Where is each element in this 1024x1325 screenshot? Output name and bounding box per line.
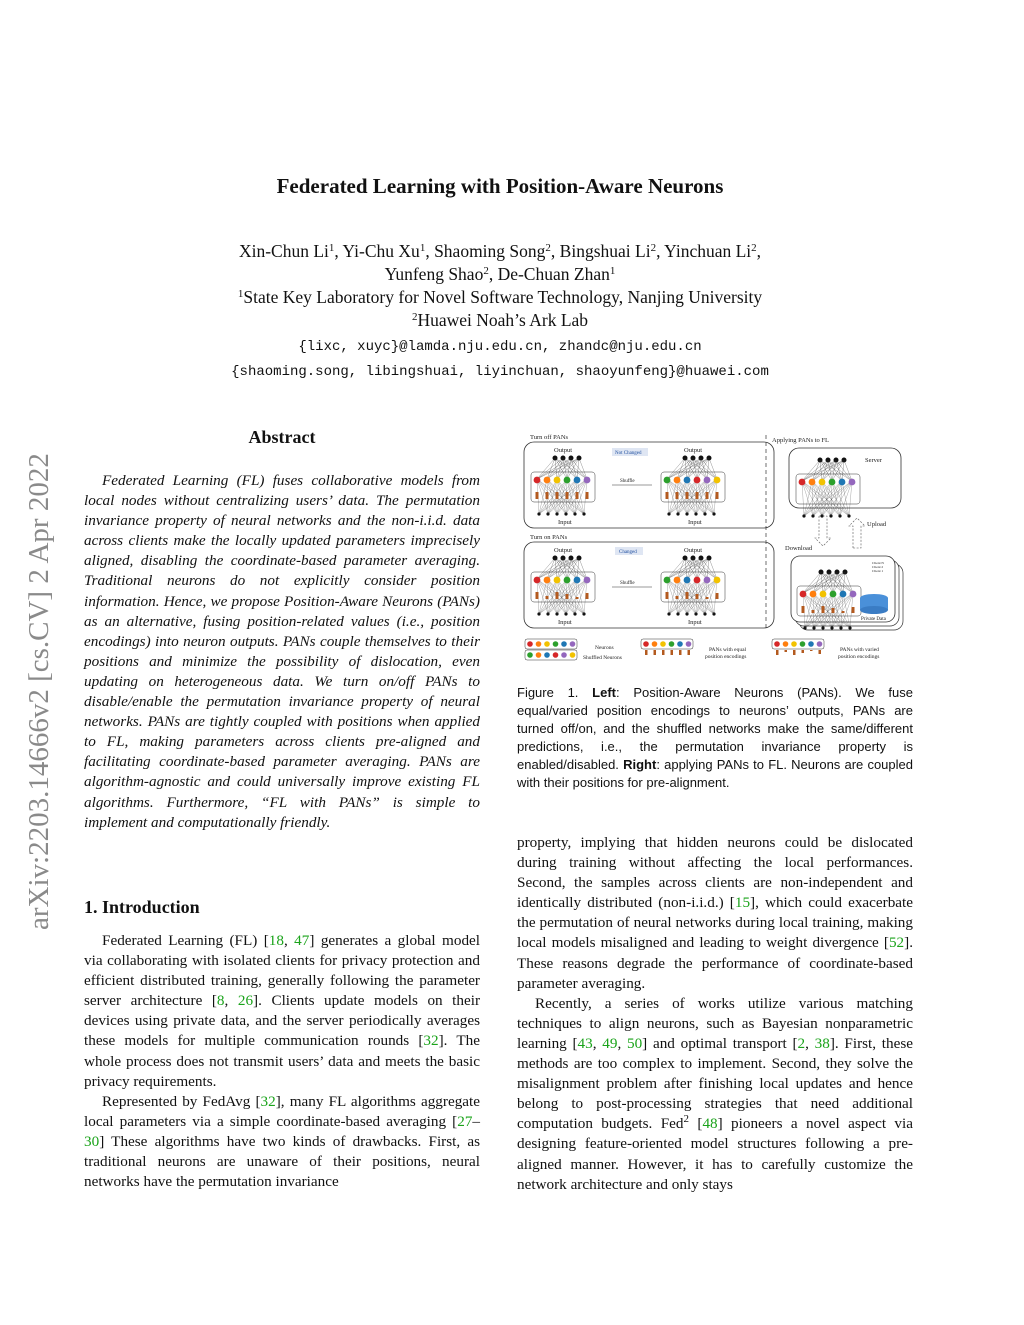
fig-position-encoding [696,492,699,499]
fig-position-encoding [822,606,825,613]
citation-link[interactable]: 8 [216,992,225,1010]
paper-title: Federated Learning with Position-Aware Neurons [276,174,724,198]
fig-label-download: Download [785,545,813,552]
figure-caption [517,684,913,792]
fig-neuron [564,577,571,584]
fig-position-encoding [666,592,669,599]
fig-neuron [800,591,807,598]
caption-right-label: Right [623,757,657,772]
fig-position-encoding [706,492,709,499]
abstract-text: Federated Learning (FL) fuses collaborative models from local nodes without centralizing users’ data. The permutation invariance property of neural networks and the non-i.i.d. data across clients make the locally updated parameters imprecisely aligned, disabling the coordinate-based parameter averaging. Traditional neurons do not explicitly consider position information. Hence, we propose Position-Aware Neurons (PANs) as an alternative, fusing position-related values (i.e., position encodings) into neuron outputs. PANs couple themselves to their positions and minimize the possibility of dislocation, even updating on heterogeneous data. We turn on/off PANs to disable/enable the permutation invariance property of neural networks. PANs are tightly coupled with positions when applied to FL, making parameters across clients pre-aligned and facilitating coordinate-based parameter averaging. PANs are algorithm-agnostic and could universally improve existing FL algorithms. Furthermore, “FL with PANs” is simple to implement and computationally friendly. [84,472,480,831]
fig-input-label: Input [688,619,702,626]
fig-label-server: Server [865,457,882,464]
fig-neuron [584,577,591,584]
fig-position-encoding [566,492,569,499]
fig-position-encoding [676,596,679,599]
fig-neuron [684,477,691,484]
caption-left-text: : Position-Aware Neurons (PANs). We fuse equal/varied position encodings to neurons’ outputs, PANs are turned off/on, and the shuffled networks make the same/different predictions, i.e., the permutation invariance property is enabled/disabled. [517,685,913,772]
citation-link[interactable]: 26 [237,992,254,1010]
fig-neuron [714,477,721,484]
caption-right-text: : applying PANs to FL. Neurons are coupled with their positions for pre-alignment. [517,757,913,790]
email-line-1: {lixc, xuyc}@lamda.nju.edu.cn, zhandc@nju.edu.cn [298,339,702,355]
author-line-2: Yunfeng Shao$^2$, De-Chuan Zhan$^1$ [384,264,616,284]
figure-1 [517,430,917,670]
arxiv-identifier [8,360,64,940]
fig-neuron [819,479,826,486]
fig-neuron [809,479,816,486]
author-name: De-Chuan Zhan [497,264,610,284]
fig-neuron [554,577,561,584]
fig-position-encoding [546,492,549,499]
fig-position-encoding [536,592,539,599]
affiliation-1: $^1$State Key Laboratory for Novel Software Technology, Nanjing University [237,287,763,307]
fig-neuron [584,477,591,484]
author-name: Shaoming Song [434,241,546,261]
citation-link[interactable]: 32 [423,1032,439,1050]
fig-legend-shuffled: Shuffled Neurons [583,655,622,661]
fig-position-encoding [586,492,589,499]
fig-label-client-2: Client 2 [872,565,884,569]
citation-link[interactable]: 43 [577,1034,593,1052]
citation-link[interactable]: 50 [626,1034,643,1052]
fig-legend-varied-1: PANs with varied [840,647,879,653]
fig-neuron [534,477,541,484]
fig-label-applying: Applying PANs to FL [772,437,830,444]
caption-prefix: Figure 1. [517,685,579,700]
fig-neuron [574,577,581,584]
citation-link[interactable]: 27 [457,1112,473,1130]
fig-label-shuffle-1: Shuffle [620,479,635,484]
right-column [517,833,913,1195]
fig-neuron [544,577,551,584]
fig-neuron [714,577,721,584]
author-block [0,240,1000,384]
fig-input-label: Input [688,519,702,526]
intro-paragraph-1: Federated Learning (FL) [18, 47] generates a global model via collaborating with isolated clients for privacy protection and efficient distributed training, generally following the parameter server architecture [8, 26]. Clients update models on their devices using private data, and the server periodically averages these models for multiple communication rounds [32]. The whole process does not transmit users’ data and meets the basic privacy requirements. [84,932,481,1090]
email-line-2: {shaoming.song, libingshuai, liyinchuan, shaoyunfeng}@huawei.com [231,364,769,380]
fig-neuron [839,479,846,486]
fig-neuron [574,477,581,484]
fig-legend-varied-2: position encodings [838,654,880,660]
fig-position-encoding [686,492,689,499]
fig-neuron [674,477,681,484]
fig-position-encoding [546,596,549,599]
author-name: Bingshuai Li [559,241,651,261]
fig-label-client-1: Client 1 [872,569,884,573]
affiliation-2: $^2$Huawei Noah’s Ark Lab [411,310,589,330]
fig-label-not-changed: Not Changed [615,451,642,456]
fig-neuron [664,577,671,584]
fig-neuron [799,479,806,486]
fig-neuron [664,477,671,484]
caption-left-label: Left [592,685,617,700]
author-name: Yi-Chu Xu [342,241,420,261]
fig-neuron [694,477,701,484]
intro-paragraph-2: Represented by FedAvg [32], many FL algorithms aggregate local parameters via a simple coordinate-based averaging [27–30] These algorithms have two kinds of drawbacks. First, as traditional neurons are unaware of their positions, neural networks have the permutation invariance [84,1092,480,1191]
citation-link[interactable]: 48 [702,1115,718,1133]
fig-position-encoding [716,593,719,599]
fig-neuron [674,577,681,584]
fig-output-label: Output [554,447,573,454]
citation-link[interactable]: 38 [814,1034,830,1052]
citation-link[interactable]: 2 [797,1034,806,1052]
fig-label-client-n: Client N [872,561,884,565]
fig-neuron [820,591,827,598]
citation-link[interactable]: 18 [268,932,284,949]
fig-legend-equal-1: PANs with equal [709,647,747,653]
fig-position-encoding [802,606,805,613]
fig-neuron [554,477,561,484]
fig-label-turn-on: Turn on PANs [530,534,568,541]
fig-label-private-data: Private Data [861,617,886,622]
author-line-1: Xin-Chun Li$^1$, Yi-Chu Xu$^1$, Shaoming Song$^2$, Bingshuai Li$^2$, Yinchuan Li$^2$, [238,241,762,261]
fig-position-encoding [842,611,845,613]
fig-label-upload: Upload [867,521,887,528]
fig-position-encoding [852,607,855,613]
fig-position-encoding [686,592,689,599]
fig-label-turn-off: Turn off PANs [530,434,569,441]
citation-link[interactable]: 32 [260,1092,276,1110]
fig-position-encoding [832,608,835,613]
fig-neuron [830,591,837,598]
fig-output-label: Output [554,547,573,554]
fig-position-encoding [566,594,569,599]
fig-input-label: Input [558,519,572,526]
fig-neuron [544,477,551,484]
fig-output-label: Output [684,447,703,454]
fig-position-encoding [576,597,579,599]
citation-link[interactable]: 15 [734,894,751,912]
fig-position-encoding [666,492,669,499]
fig-legend-neurons: Neurons [595,645,614,651]
fig-position-encoding [536,492,539,499]
author-name: Yinchuan Li [664,241,752,261]
citation-link[interactable]: 49 [602,1034,618,1052]
fig-neuron [694,577,701,584]
fig-neuron [704,577,711,584]
fig-position-encoding [696,594,699,599]
fig-neuron [684,577,691,584]
citation-link[interactable]: 52 [888,934,905,952]
fig-neuron [829,479,836,486]
fig-position-encoding [576,492,579,499]
fig-neuron [534,577,541,584]
fig-neuron [704,477,711,484]
author-name: Xin-Chun Li [238,241,329,261]
abstract-heading: Abstract [248,427,316,447]
intro-column [84,931,480,1192]
citation-link[interactable]: 30 [84,1132,100,1150]
right-paragraph-2: Recently, a series of works utilize various matching techniques to align neurons, such as Bayesian nonparametric learning [43, 49, 50] and optimal transport [2, 38]. First, these methods are too complex to implement. Second, they solve the misalignment problem after finishing local updates and hence belong to post-processing strategies that need additional computation budgets. Fed$^2$ [48] pioneers a novel aspect via designing feature-oriented model structures following a pre-aligned manner. However, it has to carefully customize the network architecture and only stays [517,994,913,1193]
fig-position-encoding [676,492,679,499]
author-name: Yunfeng Shao [384,264,484,284]
fig-neuron [810,591,817,598]
fig-output-label: Output [684,547,703,554]
fig-position-encoding [812,610,815,613]
fig-position-encoding [706,597,709,599]
fig-input-label: Input [558,619,572,626]
fig-position-encoding [586,593,589,599]
fig-neuron [850,591,857,598]
fig-position-encoding [556,492,559,499]
fig-label-changed: Changed [619,550,637,555]
fig-neuron [840,591,847,598]
fig-position-encoding [716,492,719,499]
fig-position-encoding [556,592,559,599]
citation-link[interactable]: 47 [294,932,310,949]
fig-neuron [849,479,856,486]
section-heading-introduction: 1. Introduction [84,897,200,917]
right-paragraph-1: property, implying that hidden neurons could be dislocated during training without affecting the local performances. Second, the samples across clients are non-independent and identically distributed (non-i.i.d.) [15], which could exacerbate the permutation of neural networks during local training, making local models misaligned and leading to weight divergence [52]. These reasons degrade the performance of coordinate-based parameter averaging. [517,834,913,992]
fig-neuron [564,477,571,484]
fig-legend-equal-2: position encodings [705,654,747,660]
fig-label-shuffle-2: Shuffle [620,581,635,586]
arxiv-id-text: arXiv:2203.14666v2 [cs.CV] 2 Apr 2022 [23,453,55,930]
